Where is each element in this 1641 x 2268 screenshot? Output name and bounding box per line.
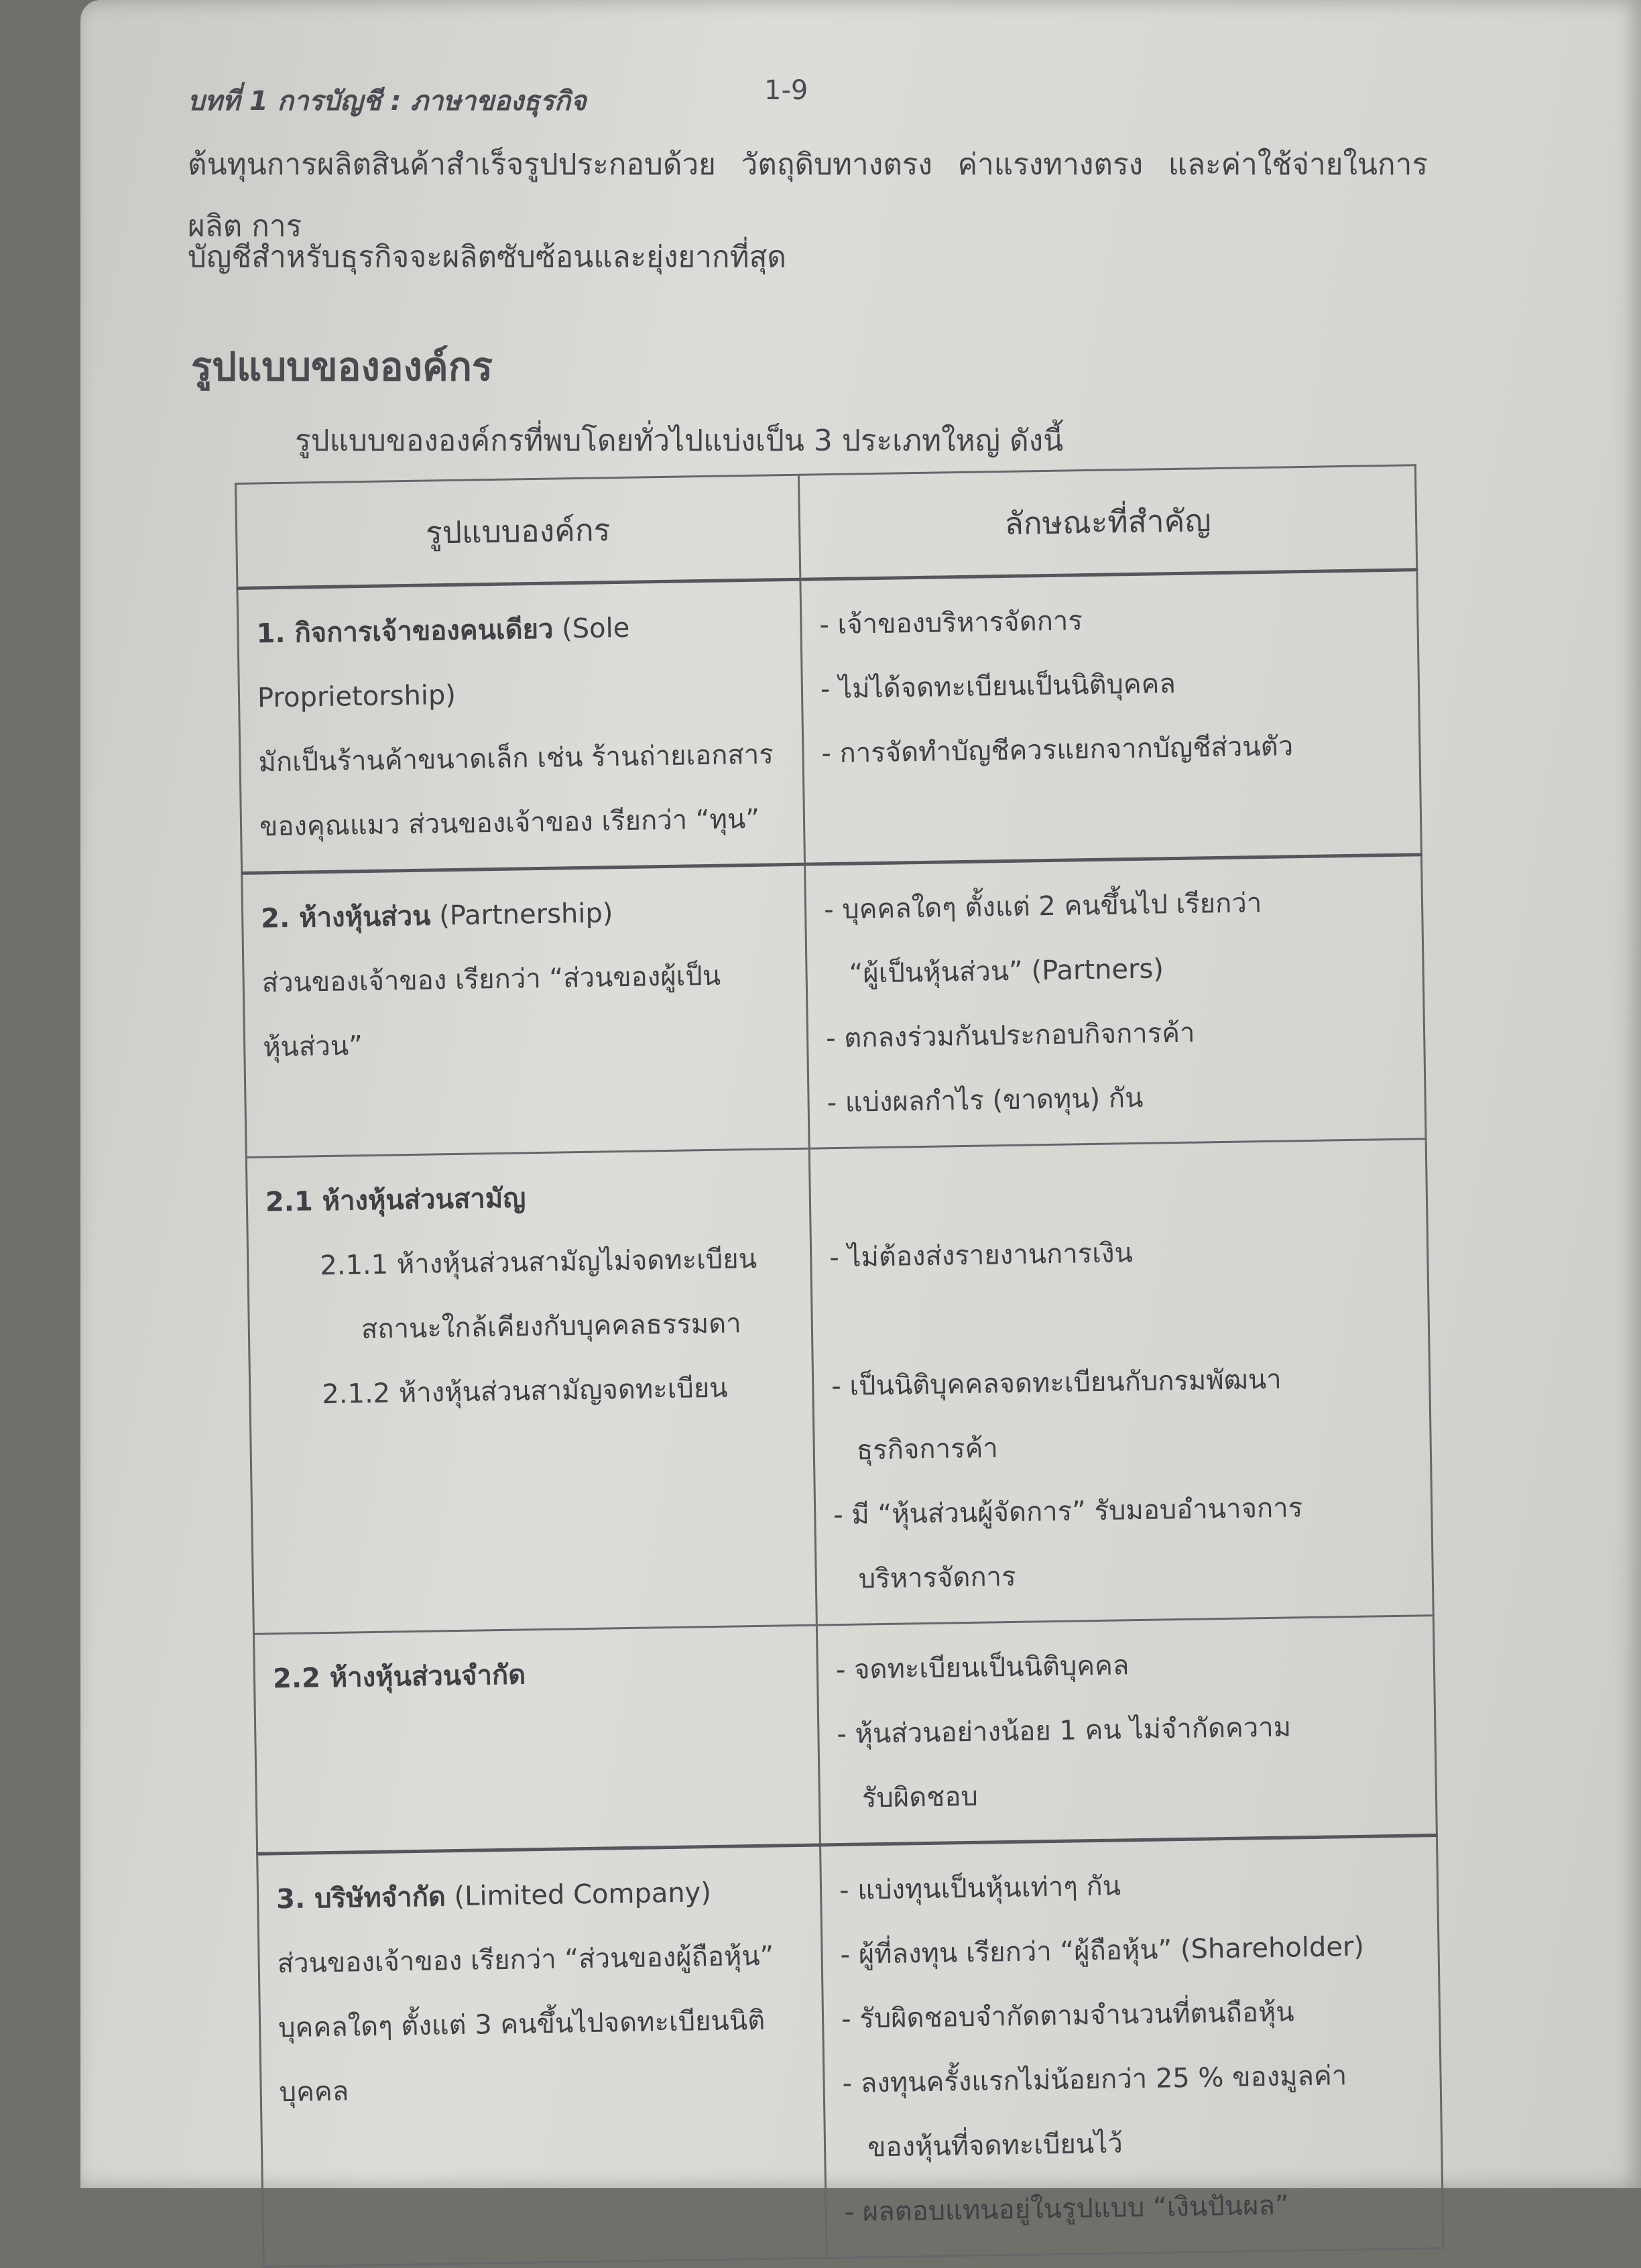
org-cell xyxy=(257,1845,827,2267)
org-subtype: 2.1.2 ห้างหุ้นส่วนสามัญจดทะเบียน xyxy=(322,1372,728,1411)
org-title: 2. ห้างหุ้นส่วน (Partnership) xyxy=(260,898,613,935)
features-cell xyxy=(805,855,1426,1148)
header-key-features: ลักษณะที่สำคัญ xyxy=(798,465,1416,579)
feature-item: - จดทะเบียนเป็นนิติบุคคล xyxy=(835,1650,1130,1686)
feature-item: - บุคคลใดๆ ตั้งแต่ 2 คนขึ้นไป เรียกว่า xyxy=(823,888,1262,926)
feature-item: - หุ้นส่วนอย่างน้อย 1 คน ไม่จำกัดความ xyxy=(837,1712,1292,1750)
org-cell xyxy=(253,1625,820,1854)
features-cell xyxy=(809,1139,1433,1625)
org-description: บุคคลใดๆ ตั้งแต่ 3 คนขึ้นไปจดทะเบียนนิติ xyxy=(278,2005,766,2044)
feature-item: - แบ่งผลกำไร (ขาดทุน) กัน xyxy=(827,1082,1144,1119)
features-cell xyxy=(800,570,1422,864)
org-description: ส่วนของเจ้าของ เรียกว่า “ส่วนของผู้ถือหุ้น” xyxy=(277,1940,774,1980)
feature-item: - มี “หุ้นส่วนผู้จัดการ” รับมอบอำนาจการ xyxy=(833,1492,1303,1531)
feature-item: - รับผิดชอบจำกัดตามจำนวนที่ตนถือหุ้น xyxy=(841,1996,1294,2035)
org-description: มักเป็นร้านค้าขนาดเล็ก เช่น ร้านถ่ายเอกสาร xyxy=(258,739,774,778)
org-description: ส่วนของเจ้าของ เรียกว่า “ส่วนของผู้เป็น xyxy=(261,960,721,999)
org-description: ของคุณแมว ส่วนของเจ้าของ เรียกว่า “ทุน” xyxy=(259,803,760,843)
org-cell xyxy=(237,579,805,873)
section-title: รูปแบบขององค์กร xyxy=(191,344,493,390)
feature-item: - ไม่ต้องส่งรายงานการเงิน xyxy=(829,1238,1134,1274)
feature-item: - ไม่ได้จดทะเบียนเป็นนิติบุคคล xyxy=(820,668,1176,705)
table-header-row xyxy=(236,465,1417,589)
org-title: 2.2 ห้างหุ้นส่วนจำกัด xyxy=(272,1659,526,1695)
org-title: 1. กิจการเจ้าของคนเดียว (Sole Proprietorship) xyxy=(256,612,630,714)
features-cell xyxy=(820,1836,1444,2258)
org-description: หุ้นส่วน” xyxy=(262,1030,363,1063)
feature-item: - การจัดทำบัญชีควรแยกจากบัญชีส่วนตัว xyxy=(821,731,1294,770)
feature-item-continued: “ผู้เป็นหุ้นส่วน” (Partners) xyxy=(849,953,1164,990)
feature-item: - แบ่งทุนเป็นหุ้นเท่าๆ กัน xyxy=(839,1870,1121,1907)
table-row-limited-company xyxy=(257,1836,1443,2267)
org-subtype: 2.1.1 ห้างหุ้นส่วนสามัญไม่จดทะเบียน xyxy=(320,1243,757,1282)
page-number: 1-9 xyxy=(764,75,808,106)
feature-item: - ผลตอบแทนอยู่ในรูปแบบ “เงินปันผล” xyxy=(844,2190,1290,2228)
org-subtype-description: สถานะใกล้เคียงกับบุคคลธรรมดา xyxy=(361,1308,741,1346)
header-org-form: รูปแบบองค์กร xyxy=(236,475,800,588)
feature-item-continued: ธุรกิจการค้า xyxy=(856,1433,999,1466)
org-cell xyxy=(242,864,810,1157)
table-row-sole-proprietorship xyxy=(237,570,1421,874)
table-row-ordinary-partnership xyxy=(246,1139,1433,1634)
org-title: 2.1 ห้างหุ้นส่วนสามัญ xyxy=(265,1183,526,1218)
org-description: บุคคล xyxy=(279,2076,349,2108)
table-row-limited-partnership xyxy=(253,1616,1437,1854)
feature-item-continued: รับผิดชอบ xyxy=(861,1781,979,1814)
organization-forms-table xyxy=(235,464,1445,2267)
feature-item-continued: ของหุ้นที่จดทะเบียนไว้ xyxy=(867,2128,1123,2163)
running-head: บทที่ 1 การบัญชี : ภาษาของธุรกิจ xyxy=(188,86,587,117)
feature-item: - ตกลงร่วมกันประกอบกิจการค้า xyxy=(825,1017,1195,1055)
org-cell xyxy=(246,1148,816,1634)
table-row-partnership xyxy=(242,855,1426,1158)
paragraph-line: บัญชีสำหรับธุรกิจจะผลิตซับซ้อนและยุ่งยากที่สุด xyxy=(188,240,786,274)
feature-item: - เป็นนิติบุคคลจดทะเบียนกับกรมพัฒนา xyxy=(831,1364,1282,1402)
section-intro: รูปแบบขององค์กรที่พบโดยทั่วไปแบ่งเป็น 3 ประเภทใหญ่ ดังนี้ xyxy=(295,424,1064,458)
features-cell xyxy=(816,1616,1437,1845)
feature-item: - ผู้ที่ลงทุน เรียกว่า “ผู้ถือหุ้น” (Shareholder) xyxy=(840,1931,1365,1971)
paragraph-line: ต้นทุนการผลิตสินค้าสำเร็จรูปประกอบด้วย วัตถุดิบทางตรง ค่าแรงทางตรง และค่าใช้จ่ายในการผลิต การ xyxy=(188,147,1428,243)
spacer xyxy=(830,1281,1412,1355)
org-title: 3. บริษัทจำกัด (Limited Company) xyxy=(276,1877,712,1915)
feature-item: - ลงทุนครั้งแรกไม่น้อยกว่า 25 % ของมูลค่า xyxy=(842,2060,1347,2100)
feature-item: - เจ้าของบริหารจัดการ xyxy=(819,605,1083,641)
spacer xyxy=(828,1152,1410,1226)
feature-item-continued: บริหารจัดการ xyxy=(858,1561,1016,1595)
